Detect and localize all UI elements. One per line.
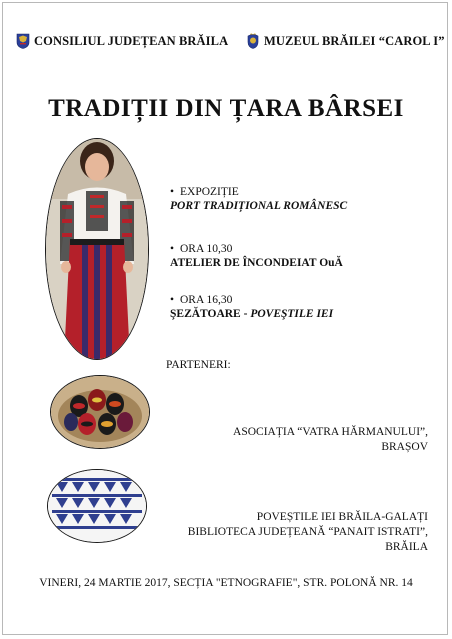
partner-library: [188, 510, 428, 555]
partner-name: ASOCIAȚIA “VATRA HĂRMANULUI”,: [233, 426, 428, 438]
girl-in-costume-photo: [45, 138, 149, 360]
event-time: ORA 10,30: [180, 243, 233, 255]
header-right: [246, 33, 445, 49]
partner-city: BRAȘOV: [381, 441, 428, 453]
embroidery-pattern-illustration: [48, 470, 146, 542]
header-left: [16, 33, 228, 49]
museum-crest-icon: [246, 33, 260, 49]
event-date-location: VINERI, 24 MARTIE 2017, SECȚIA "ETNOGRAFIE", STR. POLONĂ NR. 14: [39, 577, 413, 589]
poster-title: TRADIȚII DIN ȚARA BÂRSEI: [48, 95, 404, 122]
partners-label: PARTENERI:: [166, 359, 231, 371]
event-detail: ŞEZĂTOARE -: [170, 308, 248, 320]
event-detail: PORT TRADIȚIONAL ROMÂNESC: [170, 200, 348, 212]
event-sezatoare: • ORA 16,30 ŞEZĂTOARE - POVEŞTILE IEI: [170, 294, 334, 320]
embroidery-photo: [47, 469, 147, 543]
event-label: EXPOZIȚIE: [180, 186, 239, 198]
county-council-name: CONSILIUL JUDEȚEAN BRĂILA: [34, 33, 229, 48]
event-egg-workshop: • ORA 10,30 ATELIER DE ÎNCONDEIAT OuĂ: [170, 243, 343, 269]
painted-eggs-illustration: [51, 376, 149, 448]
event-exhibition: • EXPOZIȚIE PORT TRADIȚIONAL ROMÂNESC: [170, 186, 348, 212]
museum-name: MUZEUL BRĂILEI “CAROL I”: [264, 33, 445, 48]
partner-vatra-harmanului: [233, 425, 428, 455]
event-detail: ATELIER DE ÎNCONDEIAT OuĂ: [170, 257, 343, 269]
partner-institution: BIBLIOTECA JUDEȚEANĂ “PANAIT ISTRATI”,: [187, 526, 428, 538]
event-time: ORA 16,30: [180, 294, 233, 306]
painted-eggs-photo: [50, 375, 150, 449]
event-detail-italic: POVEŞTILE IEI: [250, 308, 334, 320]
county-crest-icon: [16, 33, 30, 49]
girl-in-costume-illustration: [46, 139, 148, 359]
partner-city: BRĂILA: [385, 541, 428, 553]
partner-name: POVEȘTILE IEI BRĂILA-GALAȚI: [256, 511, 428, 523]
